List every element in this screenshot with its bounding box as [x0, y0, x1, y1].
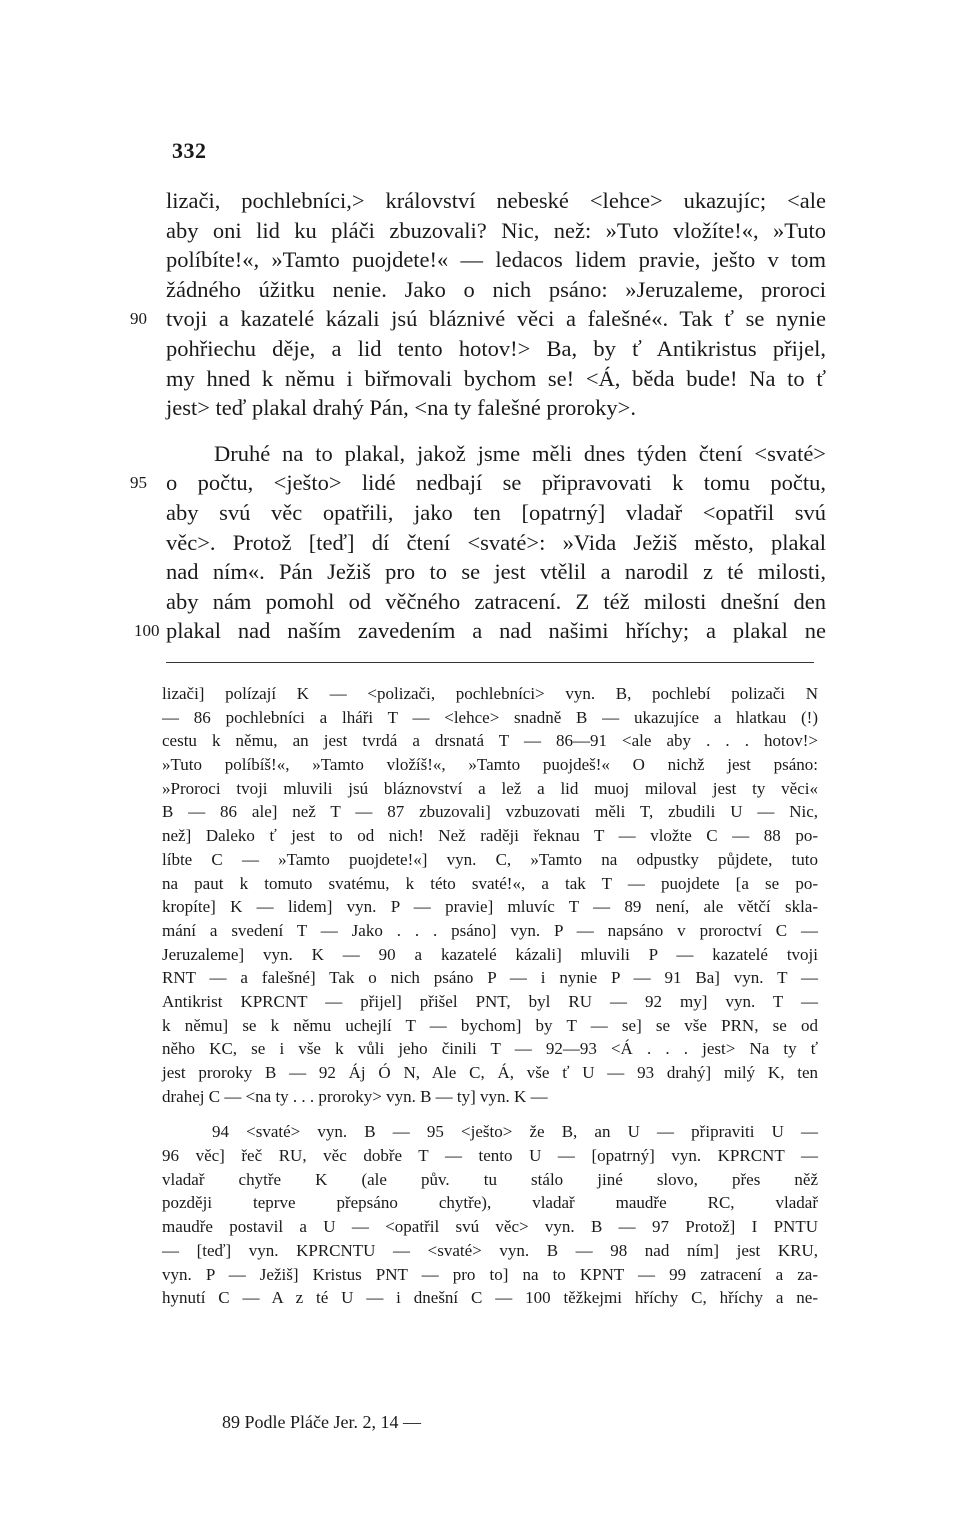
- note-line: mání a svedení T — Jako . . . psáno] vyn. P — napsáno v proroctví C —: [162, 920, 818, 940]
- note-line: jest proroky B — 92 Áj Ó N, Ale C, Á, vše ť U — 93 drahý] milý K, ten: [162, 1063, 818, 1082]
- note-line: drahej C — <na ty . . . proroky> vyn. B — ty] vyn. K —: [162, 1086, 548, 1106]
- note-line: Jeruzaleme] vyn. K — 90 a kazatelé kázali] mluvili P — kazatelé tvoji: [162, 944, 818, 964]
- note-line: 96 věc] řeč RU, věc dobře T — tento U — [opatrný] vyn. KPRCNT —: [162, 1146, 818, 1166]
- note-line: RNT — a falešné] Tak o nich psáno P — i nynie P — 91 Ba] vyn. T —: [162, 968, 818, 988]
- note-line: 94 <svaté> vyn. B — 95 <ješto> že B, an U — připraviti U —: [212, 1122, 818, 1142]
- line-number: 90: [130, 309, 147, 329]
- note-line: Antikrist KPRCNT — přijel] přišel PNT, byl RU — 92 my] vyn. T —: [162, 991, 818, 1011]
- main-line-8: jest> teď plakal drahý Pán, <na ty falešné proroky>.: [166, 395, 636, 421]
- note-line: — 86 pochlebníci a lháři T — <lehce> snadně B — ukazujíce a hlatkau (!): [162, 707, 818, 727]
- footnote-divider: [166, 662, 814, 663]
- main-line-12: věc>. Protož [teď] dí čtení <svaté>: »Vida Ježiš město, plakal: [166, 529, 826, 555]
- main-line-2: aby oni lid ku pláči zbuzovali? Nic, než: »Tuto vložíte!«, »Tuto: [166, 217, 826, 243]
- line-number: 100: [134, 621, 160, 641]
- note-line: maudře postavil a U — <opatřil svú věc> vyn. B — 97 Protož] I PNTU: [162, 1217, 818, 1237]
- note-line: — [teď] vyn. KPRCNTU — <svaté> vyn. B — 98 nad ním] jest KRU,: [162, 1240, 818, 1260]
- note-line: kropíte] K — lidem] vyn. P — pravie] mluvíc T — 89 není, ale větčí skla-: [162, 897, 818, 917]
- note-line: něho KC, se i vše k vůli jeho činili T — 92—93 <Á . . . jest> Na ty ť: [162, 1039, 818, 1059]
- line-number: 95: [130, 473, 147, 493]
- note-line: později teprve přepsáno chytře), vladař maudře RC, vladař: [162, 1193, 818, 1213]
- note-line: k němu] se k němu uchejlí T — bychom] by T — se] se vše PRN, se od: [162, 1015, 818, 1035]
- critical-apparatus: [162, 682, 818, 1310]
- note-line: lizači] polízají K — <polizači, pochlebníci> vyn. B, pochlebí polizači N: [162, 684, 818, 703]
- main-line-1: lizači, pochlebníci,> království nebeské <lehce> ukazujíc; <ale: [166, 188, 826, 213]
- note-line: na paut k tomuto svatému, k této svaté!«, a tak T — puojdete [a se po-: [162, 873, 818, 893]
- note-line: vyn. P — Ježiš] Kristus PNT — pro to] na to KPNT — 99 zatracení a za-: [162, 1264, 818, 1284]
- main-line-3: políbíte!«, »Tamto puojdete!« — ledacos lidem pravie, ješto v tom: [166, 247, 826, 273]
- main-line-4: žádného úžitku nenie. Jako o nich psáno: »Jeruzaleme, proroci: [166, 276, 826, 302]
- note-line: než] Daleko ť jest to od nich! Než raději řeknau T — vložte C — 88 po-: [162, 826, 818, 846]
- note-line: »Tuto políbíš!«, »Tamto vložíš!«, »Tamto puojdeš!« O nichž jest psáno:: [162, 755, 818, 775]
- note-line: vladař chytře K (ale pův. tu stálo jiné slovo, přes něž: [162, 1169, 818, 1189]
- note-line: líbte C — »Tamto puojdete!«] vyn. C, »Tamto na odpustky půjdete, tuto: [162, 849, 818, 869]
- main-line-13: nad ním«. Pán Ježiš pro to se jest vtělil a narodil z té milosti,: [166, 559, 826, 585]
- main-line-14: aby nám pomohl od věčného zatracení. Z též milosti dnešní den: [166, 588, 826, 614]
- main-line-7: my hned k němu i biřmovali bychom se! <Á, běda bude! Na to ť: [166, 365, 826, 391]
- main-line-11: aby svú věc opatřili, jako ten [opatrný] vladař <opatřil svú: [166, 499, 826, 525]
- main-line-9: Druhé na to plakal, jakož jsme měli dnes týden čtení <svaté>: [214, 440, 826, 466]
- main-line-10: 95 o počtu, <ješto> lidé nedbají se připravovati k tomu počtu,: [166, 468, 826, 498]
- main-line-6: pohřiechu děje, a lid tento hotov!> Ba, by ť Antikristus přijel,: [166, 335, 826, 361]
- main-line-5: 90 tvoji a kazatelé kázali jsú bláznivé věci a falešné«. Tak ť se nynie: [166, 304, 826, 334]
- main-text: [130, 186, 826, 646]
- note-line: »Proroci tvoji mluvili jsú bláznovství a lež a lid muoj miloval jest ty věci«: [162, 778, 818, 798]
- note-line: hynutí C — A z té U — i dnešní C — 100 těžkejmi hříchy C, hříchy a ne-: [162, 1288, 818, 1308]
- source-note: 89 Podle Pláče Jer. 2, 14 —: [222, 1412, 421, 1432]
- note-line: B — 86 ale] než T — 87 zbuzovali] vzbuzovati měli T, zbudili U — Nic,: [162, 802, 818, 822]
- note-line: cestu k němu, an jest tvrdá a drsnatá T — 86—91 <ale aby . . . hotov!>: [162, 731, 818, 751]
- page-number: 332: [172, 138, 207, 163]
- main-line-15: 100 plakal nad naším zavedením a nad našimi hříchy; a plakal ne: [166, 616, 826, 646]
